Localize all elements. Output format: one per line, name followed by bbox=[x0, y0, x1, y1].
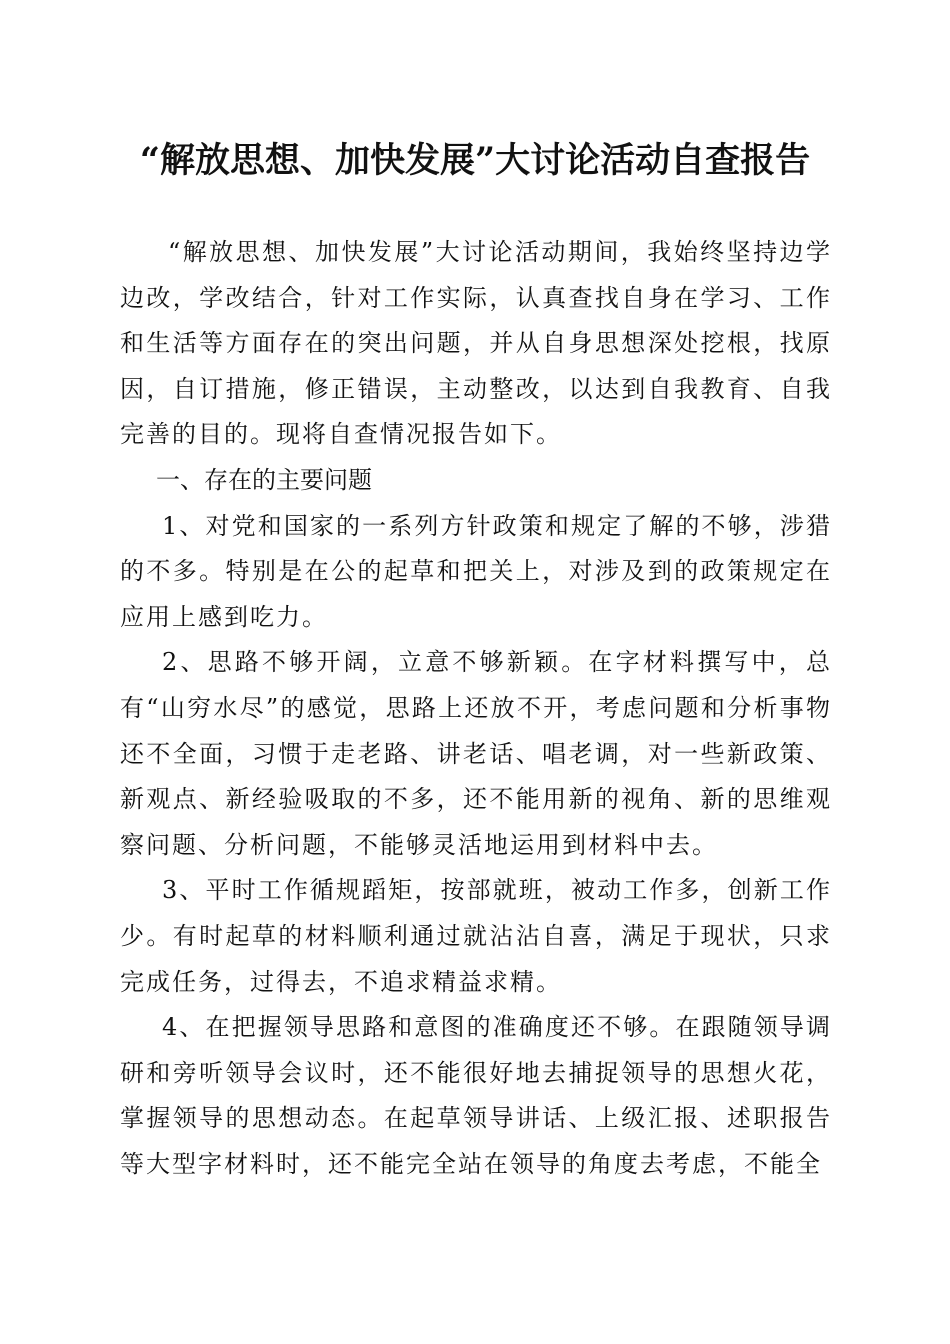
intro-paragraph: “解放思想、加快发展”大讨论活动期间，我始终坚持边学边改，学改结合，针对工作实际，认真查找自身在学习、工作和生活等方面存在的突出问题，并从自身思想深处挖根，找原因，自订措施，修正错误，主动整改，以达到自我教育、自我完善的目的。现将自查情况报告如下。 bbox=[120, 238, 832, 449]
document-title: “解放思想、加快发展”大讨论活动自查报告 bbox=[139, 140, 811, 181]
problem-item-1: 1、对党和国家的一系列方针政策和规定了解的不够，涉猎的不多。特别是在公的起草和把关上，对涉及到的政策规定在应用上感到吃力。 bbox=[120, 511, 832, 631]
section-heading: 一、存在的主要问题 bbox=[156, 465, 372, 494]
problem-item-3: 3、平时工作循规蹈矩，按部就班，被动工作多，创新工作少。有时起草的材料顺利通过就沾沾自喜，满足于现状，只求完成任务，过得去，不追求精益求精。 bbox=[120, 876, 832, 996]
problem-item-2: 2、思路不够开阔，立意不够新颖。在字材料撰写中，总有“山穷水尽”的感觉，思路上还放不开，考虑问题和分析事物还不全面，习惯于走老路、讲老话、唱老调，对一些新政策、新观点、新经验吸取的不多，还不能用新的视角、新的思维观察问题、分析问题，不能够灵活地运用到材料中去。 bbox=[120, 648, 832, 859]
document-body bbox=[120, 230, 832, 1187]
problem-item-4: 4、在把握领导思路和意图的准确度还不够。在跟随领导调研和旁听领导会议时，还不能很好地去捕捉领导的思想火花，掌握领导的思想动态。在起草领导讲话、上级汇报、述职报告等大型字材料时，还不能完全站在领导的角度去考虑，不能全 bbox=[120, 1013, 832, 1178]
